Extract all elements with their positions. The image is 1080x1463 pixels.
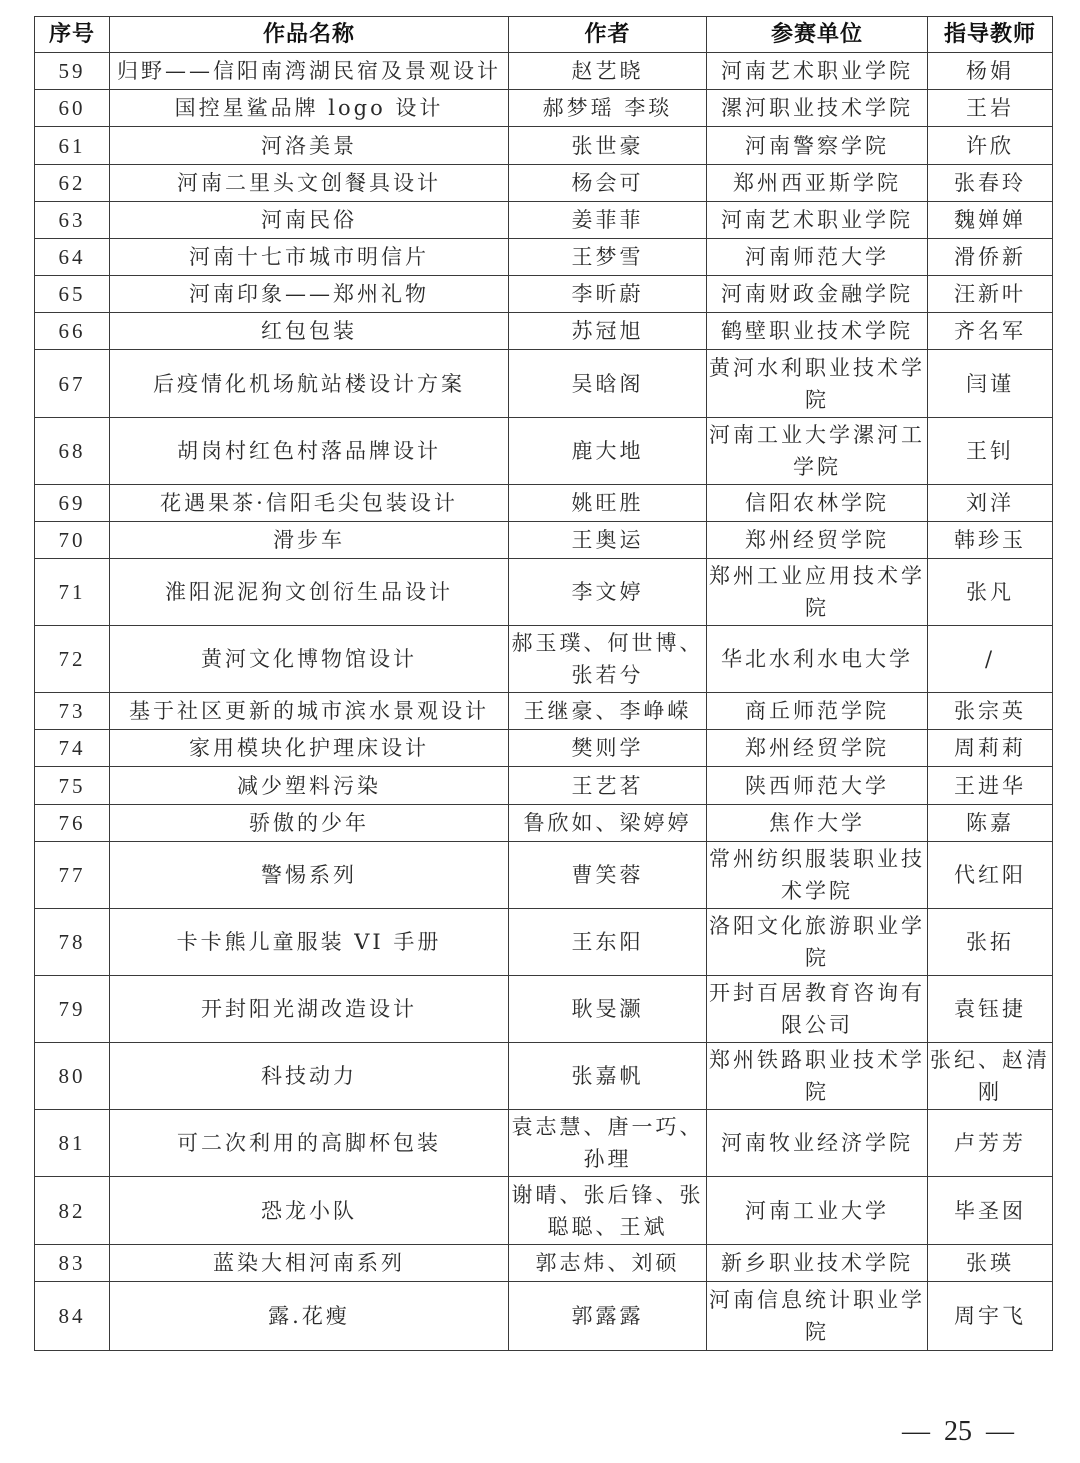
cell-author: 袁志慧、唐一巧、孙理 bbox=[509, 1110, 707, 1177]
cell-serial-number: 66 bbox=[35, 313, 110, 350]
cell-serial-number: 80 bbox=[35, 1043, 110, 1110]
cell-unit: 郑州经贸学院 bbox=[707, 522, 928, 559]
cell-unit: 鹤壁职业技术学院 bbox=[707, 313, 928, 350]
cell-work-title: 黄河文化博物馆设计 bbox=[110, 626, 509, 693]
cell-author: 王梦雪 bbox=[509, 239, 707, 276]
cell-advisor: 许欣 bbox=[928, 127, 1053, 165]
cell-unit: 河南牧业经济学院 bbox=[707, 1110, 928, 1177]
cell-unit: 河南师范大学 bbox=[707, 239, 928, 276]
cell-unit: 河南艺术职业学院 bbox=[707, 53, 928, 90]
header-serial-number: 序号 bbox=[35, 17, 110, 53]
cell-serial-number: 63 bbox=[35, 202, 110, 239]
cell-work-title: 蓝染大相河南系列 bbox=[110, 1245, 509, 1282]
cell-advisor: 张春玲 bbox=[928, 165, 1053, 202]
cell-serial-number: 84 bbox=[35, 1282, 110, 1351]
cell-author: 郝玉璞、何世博、张若兮 bbox=[509, 626, 707, 693]
cell-serial-number: 65 bbox=[35, 276, 110, 313]
cell-serial-number: 71 bbox=[35, 559, 110, 626]
table-row bbox=[35, 767, 1053, 805]
cell-advisor: 卢芳芳 bbox=[928, 1110, 1053, 1177]
cell-unit: 信阳农林学院 bbox=[707, 485, 928, 522]
cell-work-title: 国控星鲨品牌 logo 设计 bbox=[110, 90, 509, 127]
cell-advisor: / bbox=[928, 626, 1053, 693]
cell-work-title: 减少塑料污染 bbox=[110, 767, 509, 805]
cell-unit: 郑州工业应用技术学院 bbox=[707, 559, 928, 626]
table-row bbox=[35, 53, 1053, 90]
cell-advisor: 张瑛 bbox=[928, 1245, 1053, 1282]
page-number: — 25 — bbox=[902, 1416, 1014, 1447]
cell-work-title: 河南印象——郑州礼物 bbox=[110, 276, 509, 313]
cell-serial-number: 60 bbox=[35, 90, 110, 127]
table-row bbox=[35, 693, 1053, 730]
cell-unit: 河南工业大学漯河工学院 bbox=[707, 418, 928, 485]
cell-advisor: 齐名军 bbox=[928, 313, 1053, 350]
table-row bbox=[35, 485, 1053, 522]
cell-advisor: 张拓 bbox=[928, 909, 1053, 976]
table-row bbox=[35, 239, 1053, 276]
cell-unit: 新乡职业技术学院 bbox=[707, 1245, 928, 1282]
cell-serial-number: 72 bbox=[35, 626, 110, 693]
cell-unit: 漯河职业技术学院 bbox=[707, 90, 928, 127]
table-row bbox=[35, 730, 1053, 767]
table-body bbox=[35, 53, 1053, 1351]
cell-work-title: 河洛美景 bbox=[110, 127, 509, 165]
cell-author: 郭志炜、刘硕 bbox=[509, 1245, 707, 1282]
cell-serial-number: 69 bbox=[35, 485, 110, 522]
cell-unit: 黄河水利职业技术学院 bbox=[707, 350, 928, 418]
cell-author: 樊则学 bbox=[509, 730, 707, 767]
table-row bbox=[35, 350, 1053, 418]
header-unit: 参赛单位 bbox=[707, 17, 928, 53]
table-row bbox=[35, 1245, 1053, 1282]
cell-serial-number: 81 bbox=[35, 1110, 110, 1177]
cell-advisor: 刘洋 bbox=[928, 485, 1053, 522]
table-row bbox=[35, 1043, 1053, 1110]
table-row bbox=[35, 805, 1053, 842]
cell-author: 曹笑蓉 bbox=[509, 842, 707, 909]
cell-work-title: 胡岗村红色村落品牌设计 bbox=[110, 418, 509, 485]
cell-author: 谢晴、张后锋、张聪聪、王斌 bbox=[509, 1177, 707, 1245]
cell-work-title: 滑步车 bbox=[110, 522, 509, 559]
cell-serial-number: 70 bbox=[35, 522, 110, 559]
table-row bbox=[35, 127, 1053, 165]
cell-work-title: 后疫情化机场航站楼设计方案 bbox=[110, 350, 509, 418]
cell-unit: 焦作大学 bbox=[707, 805, 928, 842]
cell-author: 姚旺胜 bbox=[509, 485, 707, 522]
cell-unit: 开封百居教育咨询有限公司 bbox=[707, 976, 928, 1043]
cell-author: 鲁欣如、梁婷婷 bbox=[509, 805, 707, 842]
cell-work-title: 可二次利用的高脚杯包装 bbox=[110, 1110, 509, 1177]
cell-serial-number: 62 bbox=[35, 165, 110, 202]
cell-work-title: 河南二里头文创餐具设计 bbox=[110, 165, 509, 202]
cell-work-title: 红包包装 bbox=[110, 313, 509, 350]
cell-advisor: 代红阳 bbox=[928, 842, 1053, 909]
table-row bbox=[35, 1177, 1053, 1245]
cell-serial-number: 73 bbox=[35, 693, 110, 730]
table-row bbox=[35, 842, 1053, 909]
cell-advisor: 王岩 bbox=[928, 90, 1053, 127]
cell-work-title: 卡卡熊儿童服装 VI 手册 bbox=[110, 909, 509, 976]
cell-advisor: 魏婵婵 bbox=[928, 202, 1053, 239]
table-row bbox=[35, 202, 1053, 239]
cell-author: 苏冠旭 bbox=[509, 313, 707, 350]
table-row bbox=[35, 559, 1053, 626]
cell-work-title: 河南民俗 bbox=[110, 202, 509, 239]
cell-serial-number: 82 bbox=[35, 1177, 110, 1245]
cell-work-title: 警惕系列 bbox=[110, 842, 509, 909]
header-advisor: 指导教师 bbox=[928, 17, 1053, 53]
cell-unit: 河南艺术职业学院 bbox=[707, 202, 928, 239]
table-row bbox=[35, 418, 1053, 485]
header-author: 作者 bbox=[509, 17, 707, 53]
cell-work-title: 家用模块化护理床设计 bbox=[110, 730, 509, 767]
cell-author: 姜菲菲 bbox=[509, 202, 707, 239]
cell-work-title: 归野——信阳南湾湖民宿及景观设计 bbox=[110, 53, 509, 90]
cell-author: 鹿大地 bbox=[509, 418, 707, 485]
cell-serial-number: 76 bbox=[35, 805, 110, 842]
cell-author: 赵艺晓 bbox=[509, 53, 707, 90]
cell-serial-number: 68 bbox=[35, 418, 110, 485]
cell-serial-number: 61 bbox=[35, 127, 110, 165]
cell-work-title: 花遇果茶·信阳毛尖包装设计 bbox=[110, 485, 509, 522]
cell-advisor: 王进华 bbox=[928, 767, 1053, 805]
cell-advisor: 闫谨 bbox=[928, 350, 1053, 418]
cell-author: 王艺茗 bbox=[509, 767, 707, 805]
cell-author: 耿旻灏 bbox=[509, 976, 707, 1043]
cell-work-title: 基于社区更新的城市滨水景观设计 bbox=[110, 693, 509, 730]
cell-work-title: 淮阳泥泥狗文创衍生品设计 bbox=[110, 559, 509, 626]
cell-advisor: 张宗英 bbox=[928, 693, 1053, 730]
cell-author: 李文婷 bbox=[509, 559, 707, 626]
cell-work-title: 恐龙小队 bbox=[110, 1177, 509, 1245]
cell-author: 郭露露 bbox=[509, 1282, 707, 1351]
table-row bbox=[35, 909, 1053, 976]
cell-advisor: 毕圣囡 bbox=[928, 1177, 1053, 1245]
table-row bbox=[35, 165, 1053, 202]
cell-advisor: 滑侨新 bbox=[928, 239, 1053, 276]
cell-unit: 郑州铁路职业技术学院 bbox=[707, 1043, 928, 1110]
cell-work-title: 露.花瘦 bbox=[110, 1282, 509, 1351]
table-row bbox=[35, 1110, 1053, 1177]
cell-author: 李昕蔚 bbox=[509, 276, 707, 313]
cell-advisor: 袁钰捷 bbox=[928, 976, 1053, 1043]
cell-serial-number: 74 bbox=[35, 730, 110, 767]
award-list-table bbox=[34, 16, 1053, 1351]
cell-unit: 郑州经贸学院 bbox=[707, 730, 928, 767]
table-row bbox=[35, 276, 1053, 313]
table-row bbox=[35, 1282, 1053, 1351]
cell-serial-number: 83 bbox=[35, 1245, 110, 1282]
cell-advisor: 汪新叶 bbox=[928, 276, 1053, 313]
cell-advisor: 王钊 bbox=[928, 418, 1053, 485]
cell-unit: 河南工业大学 bbox=[707, 1177, 928, 1245]
table-row bbox=[35, 976, 1053, 1043]
cell-author: 郝梦瑶 李琰 bbox=[509, 90, 707, 127]
header-work-title: 作品名称 bbox=[110, 17, 509, 53]
cell-serial-number: 79 bbox=[35, 976, 110, 1043]
cell-serial-number: 78 bbox=[35, 909, 110, 976]
cell-advisor: 周莉莉 bbox=[928, 730, 1053, 767]
table-row bbox=[35, 313, 1053, 350]
cell-advisor: 杨娟 bbox=[928, 53, 1053, 90]
table-row bbox=[35, 90, 1053, 127]
cell-unit: 常州纺织服装职业技术学院 bbox=[707, 842, 928, 909]
cell-advisor: 韩珍玉 bbox=[928, 522, 1053, 559]
cell-unit: 陕西师范大学 bbox=[707, 767, 928, 805]
cell-serial-number: 59 bbox=[35, 53, 110, 90]
cell-unit: 商丘师范学院 bbox=[707, 693, 928, 730]
cell-author: 杨会可 bbox=[509, 165, 707, 202]
cell-author: 张嘉帆 bbox=[509, 1043, 707, 1110]
cell-serial-number: 67 bbox=[35, 350, 110, 418]
cell-unit: 华北水利水电大学 bbox=[707, 626, 928, 693]
cell-unit: 河南信息统计职业学院 bbox=[707, 1282, 928, 1351]
cell-work-title: 科技动力 bbox=[110, 1043, 509, 1110]
table-row bbox=[35, 626, 1053, 693]
cell-author: 王继豪、李峥嵘 bbox=[509, 693, 707, 730]
cell-unit: 洛阳文化旅游职业学院 bbox=[707, 909, 928, 976]
cell-author: 吴晗阁 bbox=[509, 350, 707, 418]
cell-advisor: 周宇飞 bbox=[928, 1282, 1053, 1351]
cell-work-title: 河南十七市城市明信片 bbox=[110, 239, 509, 276]
cell-advisor: 陈嘉 bbox=[928, 805, 1053, 842]
cell-serial-number: 75 bbox=[35, 767, 110, 805]
cell-author: 张世豪 bbox=[509, 127, 707, 165]
cell-author: 王东阳 bbox=[509, 909, 707, 976]
cell-advisor: 张凡 bbox=[928, 559, 1053, 626]
cell-unit: 郑州西亚斯学院 bbox=[707, 165, 928, 202]
cell-unit: 河南警察学院 bbox=[707, 127, 928, 165]
cell-author: 王奥运 bbox=[509, 522, 707, 559]
cell-unit: 河南财政金融学院 bbox=[707, 276, 928, 313]
cell-serial-number: 64 bbox=[35, 239, 110, 276]
cell-work-title: 骄傲的少年 bbox=[110, 805, 509, 842]
table-row bbox=[35, 522, 1053, 559]
cell-serial-number: 77 bbox=[35, 842, 110, 909]
cell-work-title: 开封阳光湖改造设计 bbox=[110, 976, 509, 1043]
cell-advisor: 张纪、赵清刚 bbox=[928, 1043, 1053, 1110]
table-header-row bbox=[35, 17, 1053, 53]
